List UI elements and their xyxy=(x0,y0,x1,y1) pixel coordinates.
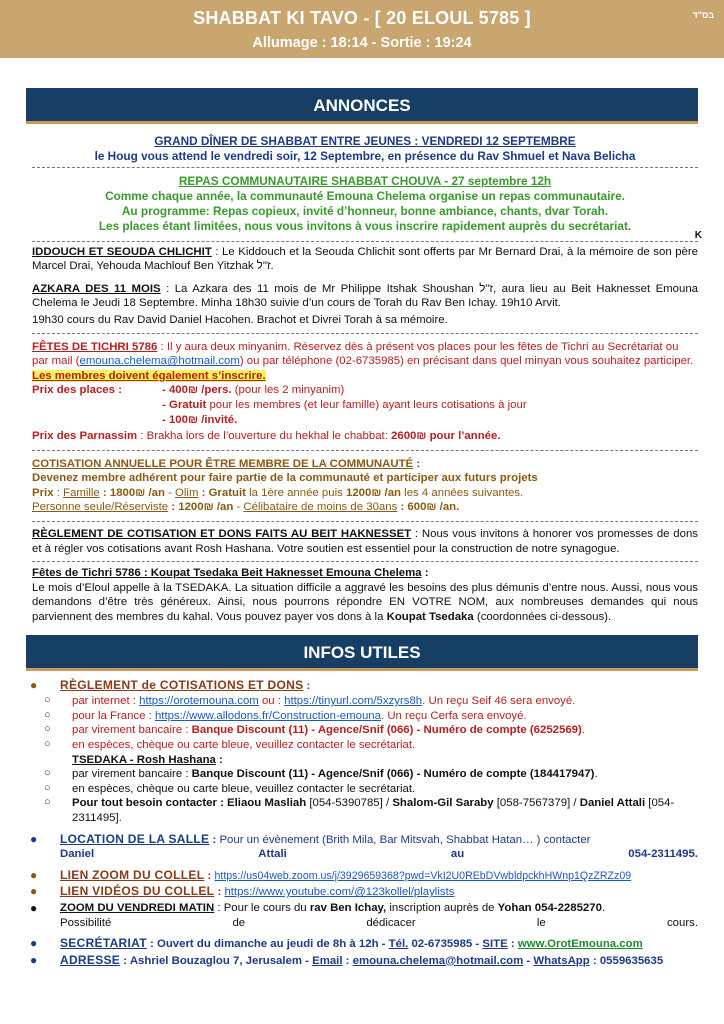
vendredi-w2: de xyxy=(232,916,246,929)
olim-price: 1200₪ /an xyxy=(345,486,402,499)
cotisation-prix-line: Prix : Famille : 1800₪ /an - Olim : Gratuit la 1ère année puis 1200₪ /an les 4 années suivantes. xyxy=(32,486,524,499)
list-item-location xyxy=(30,832,698,862)
fetes-text2: ) ou par téléphone (02-6735985) en précisant dans quel minyan vous souhaitez participer. xyxy=(239,355,694,368)
virement2-post: . xyxy=(594,768,598,781)
tsedaka-heading xyxy=(30,753,698,768)
secretariat-text: : Ouvert du dimanche au jeudi de 8h à 12h - xyxy=(146,938,389,951)
list-item-videos xyxy=(30,884,698,900)
site-link[interactable]: www.OrotEmouna.com xyxy=(517,938,643,951)
tsedaka-rosh-title: TSEDAKA - Rosh Hashana xyxy=(72,753,216,766)
cotisation-seule-line xyxy=(32,500,698,515)
vendredi-w4: le xyxy=(536,916,546,929)
internet-pre: par internet : xyxy=(72,695,140,708)
zoom-colon: : xyxy=(204,869,215,882)
tsedaka-end: (coordonnées ci-dessous). xyxy=(473,611,612,624)
tsedaka-title: Fêtes de Tichri 5786 : Koupat Tsedaka Beit Haknesset Emouna Chelema xyxy=(32,567,422,580)
bullet-icon: ● xyxy=(30,867,38,882)
zoom-title: LIEN ZOOM DU COLLEL xyxy=(60,867,205,882)
celib-price: : 600₪ /an. xyxy=(397,501,460,514)
email-label: Email xyxy=(312,954,343,967)
contact-2-name: Shalom-Gil Saraby xyxy=(392,797,494,810)
tsedaka-title-colon: : xyxy=(421,567,429,580)
internet-link-1[interactable]: https://orotemouna.com xyxy=(139,695,259,708)
location-name-1: Daniel xyxy=(60,848,95,861)
especes2-text: en espèces, chèque ou carte bleue, veuillez contacter le secrétariat. xyxy=(72,782,416,795)
contact-2: [058-7567379] / xyxy=(493,797,580,810)
videos-colon: : xyxy=(214,886,225,899)
tsedaka-title-line xyxy=(32,566,698,581)
page-subtitle: Allumage : 18:14 - Sortie : 19:24 xyxy=(252,35,472,52)
email-colon: : xyxy=(342,954,353,967)
circle-bullet-icon: ○ xyxy=(44,723,51,736)
bullet-icon: ● xyxy=(30,936,38,951)
location-name-2: Attali xyxy=(258,848,287,861)
cotisation-title-line xyxy=(32,457,698,472)
sub-item-especes-2 xyxy=(30,782,698,797)
bullet-icon: ● xyxy=(30,677,38,692)
infos-section-bar: INFOS UTILES xyxy=(26,635,698,671)
cotisation-title-colon: : xyxy=(413,457,421,470)
contact-label: Pour tout besoin contacter : Eliaou Masliah xyxy=(72,797,307,810)
internet-mid: ou : xyxy=(258,695,285,708)
videos-title: LIEN VIDÉOS DU COLLEL xyxy=(60,884,215,899)
vendredi-text3: . xyxy=(601,901,606,914)
wa-label: WhatsApp xyxy=(533,954,590,967)
location-colon: : xyxy=(209,833,220,846)
dash: - xyxy=(233,501,244,514)
prix2-bold: - Gratuit xyxy=(162,398,207,411)
internet-post: . Un reçu Seif 46 sera envoyé. xyxy=(422,695,576,708)
site-label: SITE xyxy=(482,938,508,951)
vendredi-text2: inscription auprès de xyxy=(386,901,498,914)
vendredi-rav: rav Ben Ichay, xyxy=(309,901,387,914)
location-title: LOCATION DE LA SALLE xyxy=(60,831,210,846)
info-reglement-title: RÈGLEMENT de COTISATIONS ET DONS xyxy=(60,677,304,692)
bullet-icon: ● xyxy=(30,900,38,915)
list-item-vendredi xyxy=(30,901,698,930)
virement2-pre: par virement bancaire : xyxy=(72,768,192,781)
prix2-note: pour les membres (et leur famille) ayant leurs cotisations à jour xyxy=(206,398,527,411)
especes-text: en espèces, chèque ou carte bleue, veuillez contacter le secrétariat. xyxy=(72,739,416,751)
tsedaka-paragraph xyxy=(32,581,698,625)
france-link[interactable]: https://www.allodons.fr/Construction-emouna xyxy=(154,709,381,722)
adresse-title: ADRESSE xyxy=(60,952,121,967)
dash: - xyxy=(164,486,176,499)
tsedaka-text: Le mois d’Eloul appelle à la TSEDAKA. La situation difficile a aggravé les besoins des plus démunis d’entre nous. Aussi, nous vous demandons d’être très généreux. Ainsi, nous pourrons répondre EN VOTRE NOM, aux nombreuses demandes qui nous parviennent des membres du kahal. Vous pouvez payer vos dons à la xyxy=(32,581,698,624)
prix3: - 100₪ /invité. xyxy=(162,413,238,426)
sub-item-france xyxy=(30,709,698,724)
france-pre: pour la France : xyxy=(72,709,155,722)
list-item-adresse xyxy=(30,953,698,969)
circle-bullet-icon: ○ xyxy=(44,781,51,794)
list-item-zoom xyxy=(30,868,698,884)
cotisation-prix-label: Prix xyxy=(32,486,54,499)
circle-bullet-icon: ○ xyxy=(44,767,51,780)
bsd-mark: בס"ד xyxy=(692,10,714,20)
tsedaka-bold: Koupat Tsedaka xyxy=(386,611,474,624)
site-sep: - xyxy=(472,938,483,951)
virement-post: . xyxy=(581,724,585,737)
vendredi-text1: : Pour le cours du xyxy=(214,901,310,914)
page-title: SHABBAT KI TAVO - [ 20 ELOUL 5785 ] xyxy=(193,8,531,28)
sub-item-virement-2 xyxy=(30,767,698,782)
location-contact-line xyxy=(60,847,698,862)
internet-link-2[interactable]: https://tinyurl.com/5xzyrs8h xyxy=(284,695,423,708)
circle-bullet-icon: ○ xyxy=(44,708,51,721)
info-reglement-colon: : xyxy=(303,679,311,692)
parnassim-line xyxy=(32,429,698,444)
page-header xyxy=(0,0,724,58)
prix-row-3 xyxy=(32,413,698,428)
olim-text2: la 1ère année puis xyxy=(245,486,346,499)
circle-bullet-icon: ○ xyxy=(44,738,51,750)
tel-value: 02-6735985 xyxy=(408,938,473,951)
vendredi-w3: dédicacer xyxy=(366,916,416,929)
azkara-text2: 19h30 cours du Rav David Daniel Hacohen. Brachot et Divrei Torah à sa mémoire. xyxy=(32,313,448,326)
sub-item-internet xyxy=(30,694,698,709)
azkara-text: : La Azkara des 11 mois de Mr Philippe Itshak Shoushan ז"ל, aura lieu au Beit Haknesset Emouna Chelema le Jeudi 18 Septembre. Minha 18h30 suivie d’un cours de Torah du Rav Ben Ichay. 19h10 Arvit. xyxy=(32,282,698,310)
fetes-highlight: Les membres doivent également s’inscrire. xyxy=(32,369,266,382)
parnassim-text: : Brakha lors de l’ouverture du hekhal le chabbat: xyxy=(137,430,392,443)
zoom-link[interactable]: https://us04web.zoom.us/j/3929659368?pwd=VkI2U0REbDVwbldpckhHWnp1QzZRZz09 xyxy=(214,869,632,882)
secretariat-title: SECRÉTARIAT xyxy=(60,936,147,951)
diner-title: GRAND DÎNER DE SHABBAT ENTRE JEUNES : VENDREDI 12 SEPTEMBRE xyxy=(154,134,576,148)
bullet-icon: ● xyxy=(30,884,38,899)
repas-line1: Comme chaque année, la communauté Emouna Chelema organise un repas communautaire. xyxy=(105,189,625,204)
contact-3-name: Daniel Attali xyxy=(579,797,646,810)
divider xyxy=(32,229,702,242)
virement2-bank: Banque Discount (11) - Agence/Snif (066) - Numéro de compte (184417947) xyxy=(191,768,595,781)
site-colon: : xyxy=(507,938,518,951)
azkara-paragraph xyxy=(32,282,698,311)
prix1-note: (pour les 2 minyanim) xyxy=(231,384,345,397)
divider xyxy=(32,561,698,562)
fetes-title: FÊTES DE TICHRI 5786 xyxy=(32,340,158,353)
sub-item-virement xyxy=(30,723,698,738)
tel-label: Tél. xyxy=(388,938,409,951)
azkara-title: AZKARA DES 11 MOIS xyxy=(32,282,161,295)
wa-sep: - xyxy=(523,954,534,967)
repas-line2: Au programme: Repas copieux, invité d’honneur, bonne ambiance, chants, dvar Torah. xyxy=(121,204,609,219)
virement-pre: par virement bancaire : xyxy=(72,724,192,737)
email-link[interactable]: emouna.chelema@hotmail.com xyxy=(352,954,524,967)
divider xyxy=(32,333,698,334)
contact-1: [054-5390785] / xyxy=(306,797,393,810)
location-text: Pour un évènement (Brith Mila, Bar Mitsvah, Shabbat Hatan… ) contacter xyxy=(219,833,591,846)
cotisation-sub: Devenez membre adhérent pour faire partie de la communauté et participer aux futurs projets xyxy=(32,472,538,485)
celib-label: Célibataire de moins de 30ans xyxy=(243,501,398,514)
famille-label: Famille xyxy=(63,486,100,499)
reglement-title: RÈGLEMENT DE COTISATION ET DONS FAITS AU BEIT HAKNESSET xyxy=(32,528,412,541)
list-item-reglement xyxy=(30,678,698,694)
vendredi-title: ZOOM DU VENDREDI MATIN xyxy=(60,901,215,914)
prix1-amount: - 400₪ /pers. xyxy=(162,384,232,397)
bullet-icon: ● xyxy=(30,952,38,967)
prix-label: Prix des places : xyxy=(32,384,122,397)
reglement-text: : Nous vous invitons à honorer vos promesses de dons et à régler vos cotisations avant Rosh Hashana. Votre soutien est essentiel pour la construction de notre synagogue. xyxy=(32,528,698,555)
diner-text: le Houg vous attend le vendredi soir, 12 Septembre, en présence du Rav Shmuel et Nava Belicha xyxy=(94,149,636,164)
wa-value: : 0559635635 xyxy=(589,954,664,967)
olim-text: : Gratuit xyxy=(198,486,246,499)
annonces-section-bar: ANNONCES xyxy=(26,88,698,124)
virement-bank: Banque Discount (11) - Agence/Snif (066) - Numéro de compte (6252569) xyxy=(191,724,582,737)
reglement-paragraph xyxy=(32,527,698,556)
olim-label: Olim xyxy=(175,486,199,499)
famille-price: : 1800₪ /an xyxy=(99,486,165,499)
prix-row-1 xyxy=(32,383,698,398)
circle-bullet-icon: ○ xyxy=(44,694,51,707)
tsedaka-rosh-colon: : xyxy=(215,753,223,766)
divider-mark: K xyxy=(694,229,702,241)
kiddouch-title: IDDOUCH ET SEOUDA CHLICHIT xyxy=(32,245,212,258)
seule-label: Personne seule/Réserviste xyxy=(32,501,169,514)
divider xyxy=(32,450,698,451)
kiddouch-paragraph xyxy=(32,245,698,274)
fetes-text1: : Il y aura deux minyanim. Réservez dès à présent vos places pour les fêtes de Tichri au Secrétariat ou par mail ( xyxy=(32,340,679,368)
sub-item-especes xyxy=(30,738,698,753)
repas-line3: Les places étant limitées, nous vous invitons à vous inscrire rapidement auprès du secrétariat. xyxy=(98,219,632,234)
location-au: au xyxy=(450,848,465,861)
france-post: . Un reçu Cerfa sera envoyé. xyxy=(380,709,527,722)
list-item-secretariat xyxy=(30,936,698,952)
kiddouch-text: : Le Kiddouch et la Seouda Chlichit sont offerts par Mr Bernard Drai, à la mémoire de son père Marcel Drai, Yehouda Machlouf Ben Yitzhak ז"ל. xyxy=(32,245,698,273)
fetes-paragraph xyxy=(32,340,698,384)
fetes-email-link[interactable]: emouna.chelema@hotmail.com xyxy=(79,355,240,368)
parnassim-price: 2600₪ pour l’année. xyxy=(391,430,501,443)
bullet-icon: ● xyxy=(30,831,38,846)
contact-3: [054-2311495]. xyxy=(72,797,675,824)
divider xyxy=(32,521,698,522)
vendredi-line2 xyxy=(60,916,698,931)
prix-row-2 xyxy=(32,398,698,413)
videos-link[interactable]: https://www.youtube.com/@123kollel/playlists xyxy=(224,886,455,899)
repas-title: REPAS COMMUNAUTAIRE SHABBAT CHOUVA - 27 septembre 12h xyxy=(178,174,552,189)
location-phone: 054-2311495. xyxy=(628,848,698,861)
parnassim-label: Prix des Parnassim xyxy=(32,430,138,443)
sub-item-contact xyxy=(30,796,698,825)
vendredi-w5: cours. xyxy=(666,916,698,929)
olim-text3: les 4 années suivantes. xyxy=(401,486,524,499)
adresse-text: : Ashriel Bouzaglou 7, Jerusalem - xyxy=(120,954,313,967)
divider xyxy=(32,167,698,168)
vendredi-name: Yohan 054-2285270 xyxy=(497,901,602,914)
cotisation-title: COTISATION ANNUELLE POUR ÊTRE MEMBRE DE LA COMMUNAUTÉ xyxy=(32,457,414,470)
seule-price: : 1200₪ /an xyxy=(168,501,234,514)
vendredi-w1: Possibilité xyxy=(60,916,112,929)
circle-bullet-icon: ○ xyxy=(44,796,51,809)
